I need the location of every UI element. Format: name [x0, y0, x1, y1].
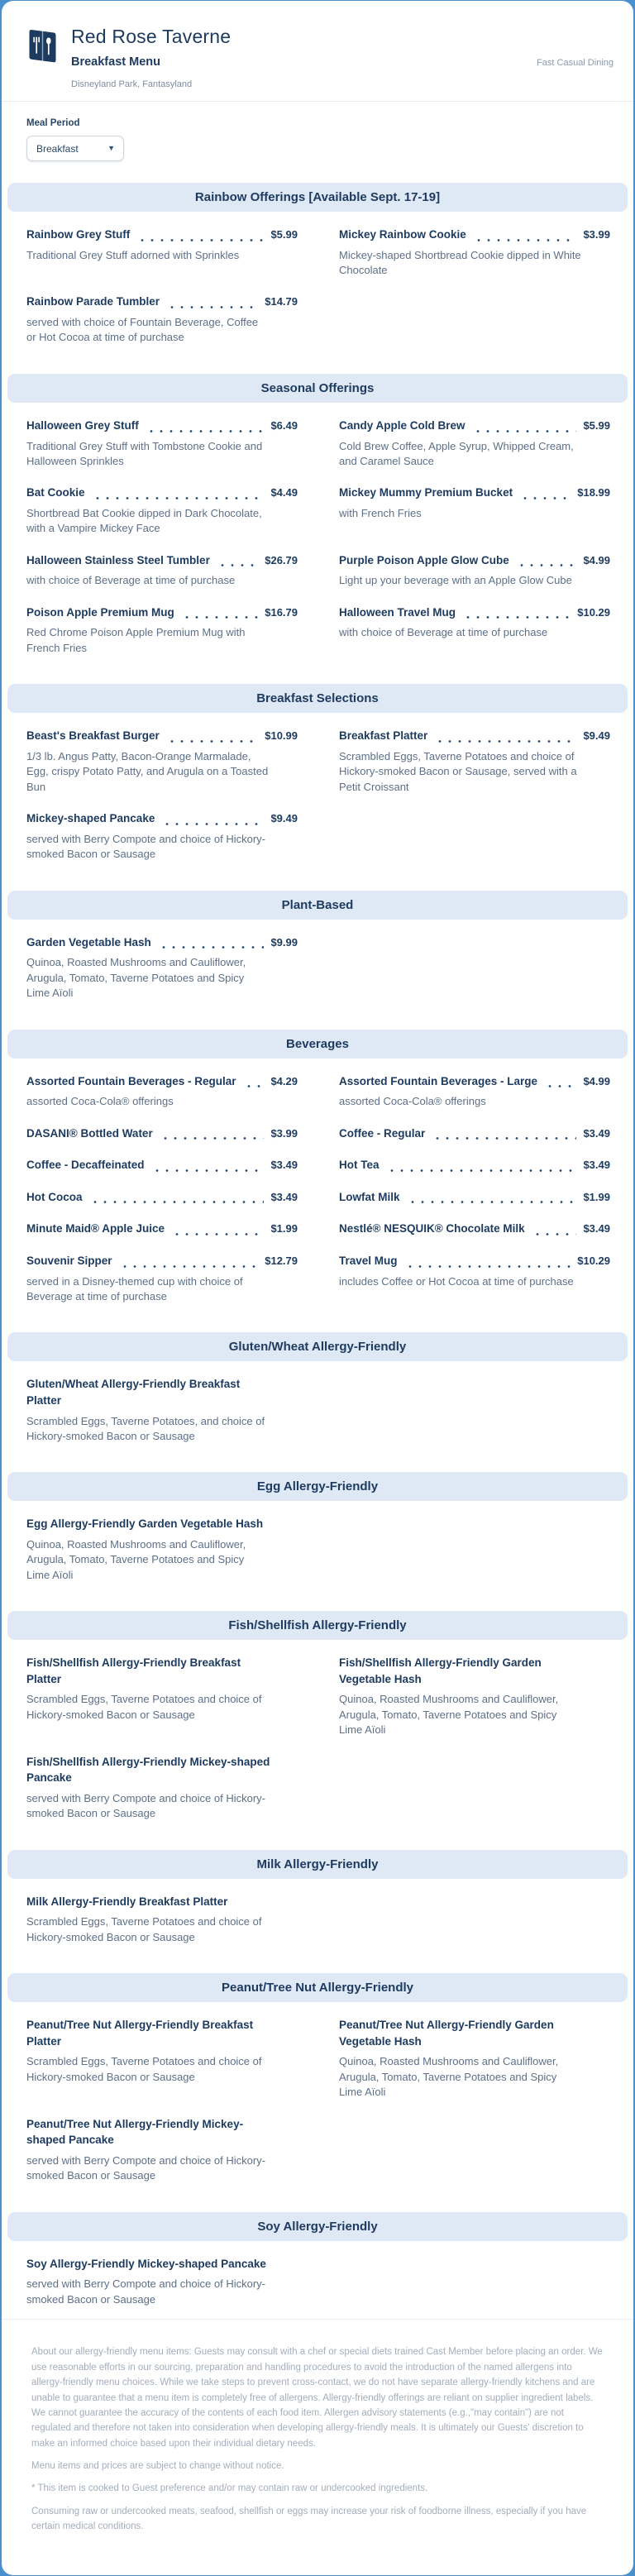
item-price: $3.49 [270, 1159, 298, 1172]
item-name: Mickey Mummy Premium Bucket [339, 486, 513, 499]
menu-sections [2, 166, 633, 2319]
section-header: Plant-Based [7, 891, 628, 920]
menu-section [2, 891, 633, 1013]
section-items-grid [2, 2241, 633, 2319]
menu-item [26, 1894, 298, 1945]
page-title: Red Rose Taverne [71, 26, 232, 47]
menu-section [2, 1030, 633, 1317]
dot-leader [217, 564, 258, 566]
item-description: served with Berry Compote and choice of Hickory-smoked Bacon or Sausage [26, 2153, 266, 2182]
menu-item [26, 1073, 298, 1110]
menu-item [26, 728, 298, 795]
dot-leader [90, 1201, 265, 1203]
item-price: $6.49 [270, 418, 298, 432]
item-price: $3.49 [583, 1222, 610, 1235]
menu-item-head [26, 1376, 298, 1408]
dot-leader [172, 1233, 264, 1235]
item-name: Nestlé® NESQUIK® Chocolate Milk [339, 1222, 525, 1235]
item-name: Minute Maid® Apple Juice [26, 1222, 165, 1235]
item-description: served with Berry Compote and choice of Hickory-smoked Bacon or Sausage [26, 832, 266, 861]
menu-item-head [339, 1189, 610, 1206]
item-price: $10.29 [577, 605, 610, 619]
dot-leader [432, 1137, 576, 1140]
item-price: $5.99 [270, 228, 298, 241]
dot-leader [435, 740, 576, 743]
footer-note: * This item is cooked to Guest preference and/or may contain raw or undercooked ingredients. [31, 2483, 428, 2494]
menu-item [339, 605, 610, 656]
menu-item-head [26, 2017, 298, 2049]
item-name: Lowfat Milk [339, 1190, 400, 1203]
menu-item-head [26, 418, 298, 434]
menu-item [26, 1516, 298, 1583]
menu-item-head [26, 934, 298, 951]
menu-item-head [26, 227, 298, 243]
menu-item-head [339, 418, 610, 434]
item-price: $4.29 [270, 1074, 298, 1087]
item-name: Fish/Shellfish Allergy-Friendly Breakfast Platter [26, 1656, 241, 1685]
section-items-grid [2, 920, 633, 1013]
menu-item [26, 485, 298, 536]
dot-leader [137, 239, 264, 241]
menu-page [2, 1, 633, 2575]
dot-leader [463, 616, 571, 619]
item-description: includes Coffee or Hot Cocoa at time of purchase [339, 1274, 574, 1288]
menu-item-head [339, 2017, 610, 2049]
item-name: Mickey Rainbow Cookie [339, 228, 466, 241]
section-items-grid [2, 1059, 633, 1317]
menu-item-head [339, 1221, 610, 1237]
menu-item [26, 294, 298, 345]
item-description: Quinoa, Roasted Mushrooms and Cauliflower, Arugula, Tomato, Taverne Potatoes and Spicy Lime Aïoli [339, 1693, 559, 1737]
section-header: Breakfast Selections [7, 684, 628, 713]
dot-leader [405, 1265, 571, 1268]
menu-item-head [26, 1754, 298, 1786]
item-name: Peanut/Tree Nut Allergy-Friendly Breakfast Platter [26, 2019, 254, 2048]
menu-item-head [26, 2256, 298, 2273]
item-description: with choice of Beverage at time of purchase [26, 574, 236, 587]
item-price: $1.99 [583, 1190, 610, 1203]
menu-item-head [26, 1126, 298, 1142]
location-label: Disneyland Park, Fantasyland [71, 79, 193, 89]
dot-leader [474, 239, 577, 241]
item-description: Traditional Grey Stuff adorned with Sprinkles [26, 248, 240, 261]
item-description: Quinoa, Roasted Mushrooms and Cauliflower, Arugula, Tomato, Taverne Potatoes and Spicy Lime Aïoli [339, 2055, 559, 2099]
section-items-grid [2, 713, 633, 873]
item-price: $4.99 [583, 553, 610, 566]
item-description: Scrambled Eggs, Taverne Potatoes and choice of Hickory-smoked Bacon or Sausage, served with a Petit Croissant [339, 749, 577, 793]
menu-item [26, 1754, 298, 1822]
item-name: Fish/Shellfish Allergy-Friendly Garden Vegetable Hash [339, 1656, 542, 1685]
section-header: Seasonal Offerings [7, 374, 628, 403]
item-price: $3.49 [583, 1159, 610, 1172]
item-description: Cold Brew Coffee, Apple Syrup, Whipped Cream, and Caramel Sauce [339, 439, 574, 467]
item-name: Milk Allergy-Friendly Breakfast Platter [26, 1895, 228, 1908]
item-description: Light up your beverage with an Apple Glow Cube [339, 574, 572, 587]
item-description: served in a Disney-themed cup with choice of Beverage at time of purchase [26, 1274, 243, 1302]
menu-item-head [339, 485, 610, 501]
item-name: Coffee - Decaffeinated [26, 1159, 145, 1172]
dot-leader [387, 1169, 577, 1172]
menu-item-head [26, 1157, 298, 1173]
section-header: Egg Allergy-Friendly [7, 1472, 628, 1501]
menu-item-head [26, 294, 298, 310]
item-description: Red Chrome Poison Apple Premium Mug with French Fries [26, 626, 246, 654]
menu-book-icon [26, 27, 58, 69]
dot-leader [152, 1169, 265, 1172]
dot-leader [545, 1085, 576, 1087]
item-price: $18.99 [577, 486, 610, 499]
item-name: Peanut/Tree Nut Allergy-Friendly Garden Vegetable Hash [339, 2019, 554, 2048]
menu-item [26, 2116, 298, 2184]
menu-item-head [26, 1655, 298, 1687]
menu-item-head [26, 552, 298, 569]
item-name: Coffee - Regular [339, 1126, 426, 1140]
menu-header [2, 1, 633, 101]
item-price: $1.99 [270, 1222, 298, 1235]
menu-section [2, 1611, 633, 1833]
item-description: assorted Coca-Cola® offerings [339, 1095, 486, 1108]
menu-item [26, 1253, 298, 1304]
item-name: Mickey-shaped Pancake [26, 812, 155, 825]
section-header: Rainbow Offerings [Available Sept. 17-19] [7, 183, 628, 212]
item-name: Fish/Shellfish Allergy-Friendly Mickey-shaped Pancake [26, 1755, 270, 1785]
menu-item-head [339, 552, 610, 569]
section-header: Peanut/Tree Nut Allergy-Friendly [7, 1973, 628, 2002]
menu-section [2, 374, 633, 667]
menu-section [2, 1850, 633, 1957]
footer-wrap [2, 2319, 633, 2574]
menu-item [26, 227, 298, 278]
section-header: Beverages [7, 1030, 628, 1059]
menu-item [26, 2017, 298, 2100]
menu-item-head [26, 1221, 298, 1237]
menu-item [26, 1221, 298, 1237]
item-description: served with Berry Compote and choice of Hickory-smoked Bacon or Sausage [26, 1791, 266, 1820]
item-name: Candy Apple Cold Brew [339, 418, 466, 432]
dot-leader [167, 740, 258, 743]
dot-leader [244, 1085, 265, 1087]
item-name: Souvenir Sipper [26, 1254, 112, 1267]
dot-leader [517, 564, 577, 566]
item-name: Breakfast Platter [339, 729, 428, 743]
menu-item-head [339, 728, 610, 744]
item-description: 1/3 lb. Angus Patty, Bacon-Orange Marmalade, Egg, crispy Potato Patty, and Arugula on a Toasted Bun [26, 749, 269, 793]
item-name: DASANI® Bottled Water [26, 1126, 153, 1140]
footer-notes [2, 2320, 633, 2574]
menu-item-head [26, 1189, 298, 1206]
menu-item [26, 605, 298, 656]
dot-leader [93, 497, 265, 499]
dot-leader [182, 616, 258, 619]
menu-item [339, 1189, 610, 1206]
item-price: $3.49 [583, 1126, 610, 1140]
item-name: Soy Allergy-Friendly Mickey-shaped Pancake [26, 2257, 266, 2270]
footer-note: Menu items and prices are subject to change without notice. [31, 2461, 284, 2472]
section-items-grid [2, 212, 633, 357]
menu-item [26, 1189, 298, 1206]
item-description: Scrambled Eggs, Taverne Potatoes and choice of Hickory-smoked Bacon or Sausage [26, 2055, 262, 2083]
menu-item-head [339, 1157, 610, 1173]
menu-item-head [26, 1073, 298, 1090]
section-header: Soy Allergy-Friendly [7, 2212, 628, 2241]
menu-item [339, 1655, 610, 1737]
item-name: Poison Apple Premium Mug [26, 605, 174, 619]
dot-leader [162, 823, 264, 825]
menu-section [2, 684, 633, 873]
item-name: Beast's Breakfast Burger [26, 729, 160, 743]
dot-leader [146, 430, 265, 433]
item-description: with choice of Beverage at time of purchase [339, 626, 548, 639]
item-name: Egg Allergy-Friendly Garden Vegetable Hash [26, 1517, 264, 1531]
menu-item-head [26, 728, 298, 744]
dot-leader [473, 430, 577, 433]
menu-subtitle: Breakfast Menu [71, 55, 160, 69]
meal-period-value: Breakfast [36, 142, 79, 155]
section-header: Milk Allergy-Friendly [7, 1850, 628, 1879]
item-description: Scrambled Eggs, Taverne Potatoes and choice of Hickory-smoked Bacon or Sausage [26, 1915, 262, 1943]
item-price: $10.29 [577, 1254, 610, 1267]
menu-item [339, 1157, 610, 1173]
menu-item-head [26, 1516, 298, 1532]
section-items-grid [2, 1361, 633, 1455]
item-description: Scrambled Eggs, Taverne Potatoes and choice of Hickory-smoked Bacon or Sausage [26, 1693, 262, 1721]
footer-note: Consuming raw or undercooked meats, seafood, shellfish or eggs may increase your risk of foodborne illness, especially if you have certain medical conditions. [31, 2506, 587, 2532]
menu-item [26, 552, 298, 589]
item-price: $4.99 [583, 1074, 610, 1087]
menu-section [2, 1332, 633, 1455]
dot-leader [520, 497, 571, 499]
menu-item-head [339, 1655, 610, 1687]
menu-item-head [339, 1126, 610, 1142]
menu-section [2, 2212, 633, 2319]
menu-item [339, 552, 610, 589]
item-price: $9.99 [270, 935, 298, 949]
item-description: Scrambled Eggs, Taverne Potatoes, and choice of Hickory-smoked Bacon or Sausage [26, 1414, 265, 1442]
item-price: $14.79 [265, 295, 298, 308]
item-name: Travel Mug [339, 1254, 398, 1267]
section-items-grid [2, 1501, 633, 1594]
menu-item [339, 2017, 610, 2100]
item-description: Shortbread Bat Cookie dipped in Dark Chocolate, with a Vampire Mickey Face [26, 506, 262, 535]
item-name: Peanut/Tree Nut Allergy-Friendly Mickey-shaped Pancake [26, 2117, 244, 2147]
menu-section [2, 1472, 633, 1594]
section-items-grid [2, 2002, 633, 2196]
menu-item [26, 810, 298, 862]
item-price: $3.99 [583, 228, 610, 241]
menu-item [339, 1126, 610, 1142]
item-name: Rainbow Parade Tumbler [26, 295, 160, 308]
item-name: Hot Cocoa [26, 1190, 83, 1203]
section-header: Gluten/Wheat Allergy-Friendly [7, 1332, 628, 1361]
item-description: served with choice of Fountain Beverage, Coffee or Hot Cocoa at time of purchase [26, 316, 259, 344]
menu-item-head [26, 810, 298, 827]
section-items-grid [2, 1879, 633, 1957]
menu-item [339, 1253, 610, 1304]
item-description: Mickey-shaped Shortbread Cookie dipped in White Chocolate [339, 248, 581, 277]
menu-item-head [339, 1073, 610, 1090]
menu-item-head [26, 605, 298, 621]
menu-item [339, 418, 610, 469]
item-description: served with Berry Compote and choice of Hickory-smoked Bacon or Sausage [26, 2277, 266, 2306]
menu-item [26, 418, 298, 469]
section-items-grid [2, 1640, 633, 1833]
menu-item-head [339, 1253, 610, 1269]
meal-period-control [2, 102, 633, 166]
dining-type-label: Fast Casual Dining [537, 58, 614, 68]
item-price: $3.49 [270, 1190, 298, 1203]
item-name: Bat Cookie [26, 486, 85, 499]
item-name: Rainbow Grey Stuff [26, 228, 131, 241]
item-name: Hot Tea [339, 1159, 380, 1172]
menu-item [339, 728, 610, 795]
menu-item [339, 1221, 610, 1237]
menu-item [339, 485, 610, 536]
dot-leader [532, 1233, 577, 1235]
footer-note: About our allergy-friendly menu items: Guests may consult with a chef or special diets trained Cast Member before placing an order. We use reasonable efforts in our sourcing, preparation and handling procedures to avoid the introduction of the named allergens into allergy-friendly menu choices. While we take steps to prevent cross-contact, we do not have separate allergy-friendly kitchens and are unable to guarantee that a menu item is completely free of allergens. Allergy-friendly offerings are reliant on supplier ingredient labels. We cannot guarantee the accuracy of the contents of each food item. Allergen advisory statements (e.g.,"may contain") are not regulated and therefore not taken into consideration when developing allergy-friendly meals. It is ultimately our Guests' discretion to make an informed choice based upon their individual dietary needs. [31, 2347, 603, 2449]
item-name: Halloween Travel Mug [339, 605, 456, 619]
meal-period-dropdown[interactable] [26, 136, 124, 161]
section-header: Fish/Shellfish Allergy-Friendly [7, 1611, 628, 1640]
menu-section [2, 1973, 633, 2196]
meal-period-label: Meal Period [26, 118, 80, 128]
item-description: assorted Coca-Cola® offerings [26, 1095, 174, 1108]
menu-item [339, 1073, 610, 1110]
menu-item-head [26, 1253, 298, 1269]
menu-item [339, 227, 610, 278]
dot-leader [408, 1201, 577, 1203]
item-description: Quinoa, Roasted Mushrooms and Cauliflower, Arugula, Tomato, Taverne Potatoes and Spicy Lime Aïoli [26, 1538, 246, 1581]
dot-leader [120, 1265, 259, 1268]
item-price: $16.79 [265, 605, 298, 619]
item-price: $26.79 [265, 553, 298, 566]
menu-item-head [26, 485, 298, 501]
dot-leader [160, 1137, 265, 1140]
item-price: $10.99 [265, 729, 298, 743]
menu-section [2, 183, 633, 357]
menu-item [26, 1157, 298, 1173]
menu-item [26, 2256, 298, 2307]
menu-item-head [26, 1894, 298, 1910]
menu-item-head [339, 605, 610, 621]
chevron-down-icon: ▼ [107, 144, 115, 152]
menu-item-head [339, 227, 610, 243]
item-name: Gluten/Wheat Allergy-Friendly Breakfast Platter [26, 1378, 241, 1407]
item-name: Purple Poison Apple Glow Cube [339, 553, 509, 566]
item-description: Quinoa, Roasted Mushrooms and Cauliflower, Arugula, Tomato, Taverne Potatoes and Spicy Lime Aïoli [26, 956, 246, 1000]
menu-item [26, 1655, 298, 1737]
menu-item [26, 934, 298, 1001]
item-name: Halloween Grey Stuff [26, 418, 139, 432]
item-price: $9.49 [270, 812, 298, 825]
item-name: Assorted Fountain Beverages - Regular [26, 1074, 236, 1087]
item-name: Garden Vegetable Hash [26, 935, 151, 949]
item-description: Traditional Grey Stuff with Tombstone Cookie and Halloween Sprinkles [26, 439, 263, 467]
item-price: $9.49 [583, 729, 610, 743]
item-name: Assorted Fountain Beverages - Large [339, 1074, 538, 1087]
item-price: $12.79 [265, 1254, 298, 1267]
dot-leader [159, 946, 265, 949]
dot-leader [167, 306, 258, 308]
item-price: $4.49 [270, 486, 298, 499]
menu-item-head [26, 2116, 298, 2148]
section-items-grid [2, 403, 633, 667]
menu-item [26, 1376, 298, 1444]
item-description: with French Fries [339, 506, 422, 519]
item-name: Halloween Stainless Steel Tumbler [26, 553, 210, 566]
menu-item [26, 1126, 298, 1142]
item-price: $3.99 [270, 1126, 298, 1140]
item-price: $5.99 [583, 418, 610, 432]
